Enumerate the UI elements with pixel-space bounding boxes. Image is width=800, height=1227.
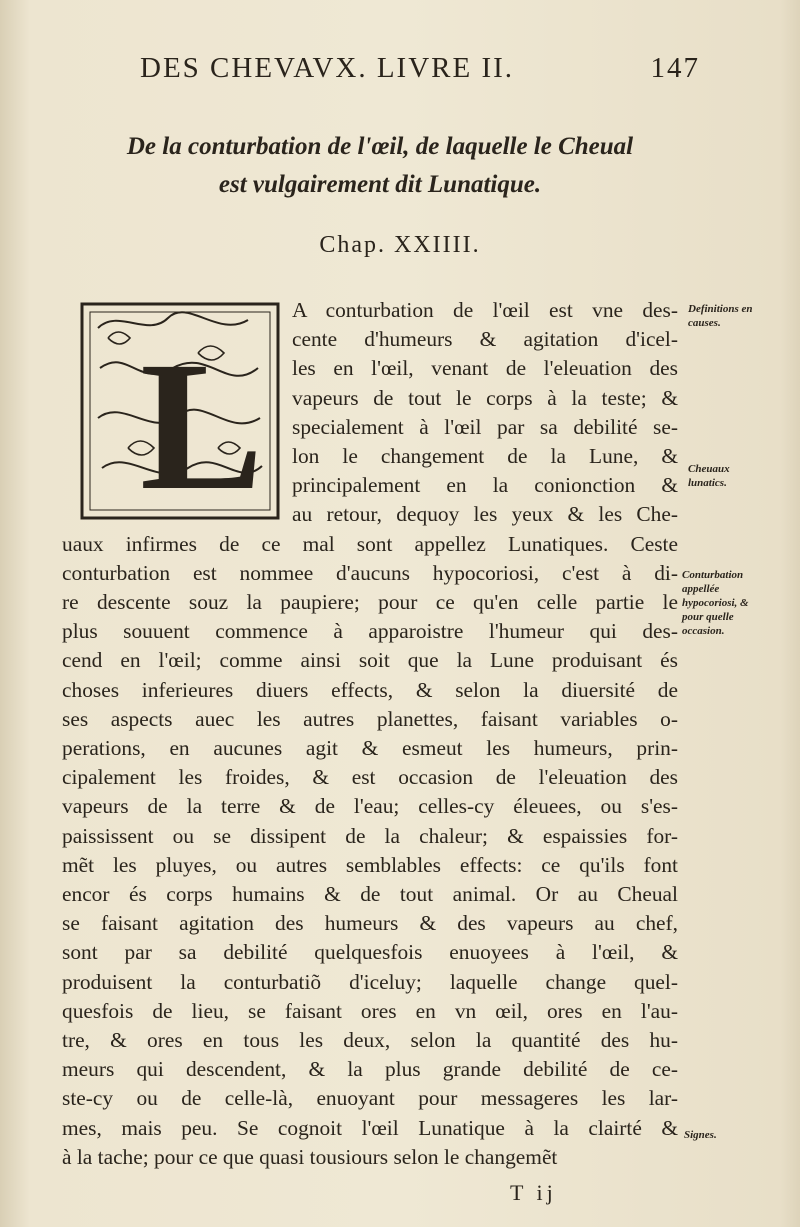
margin-note-signs: Signes. — [684, 1129, 717, 1141]
text-line: mẽt les pluyes, ou autres semblables effects: ce qu'ils font — [62, 852, 678, 877]
chapter-title — [60, 128, 700, 204]
text-line: vapeurs de la terre & de l'eau; celles-cy éleuees, ou s'es- — [62, 794, 678, 819]
text-line: quesfois de lieu, se faisant ores en vn œil, ores en l'au- — [62, 998, 678, 1023]
text-line: vapeurs de tout le corps à la teste; & — [292, 385, 678, 410]
chapter-title-line-1: De la conturbation de l'œil, de laquelle le Cheual — [126, 133, 634, 160]
svg-text:L: L — [140, 324, 264, 525]
body-text — [62, 296, 678, 1172]
text-line: tre, & ores en tous les deux, selon la quantité des hu- — [62, 1028, 678, 1053]
text-line: cend en l'œil; comme ainsi soit que la Lune produisant és — [62, 648, 678, 673]
text-line: sont par sa debilité quelquesfois enuoyees à l'œil, & — [62, 940, 678, 965]
text-line: mes, mais peu. Se cognoit l'œil Lunatique à la clairté & — [62, 1115, 678, 1140]
text-line: ses aspects auec les autres planettes, faisant variables o- — [62, 706, 678, 731]
margin-note-conturbation: Conturbation appellée hypocoriosi, & pour quelle occasion. — [682, 569, 749, 637]
text-line: ste-cy ou de celle-là, enuoyant pour messageres les lar- — [62, 1086, 678, 1111]
running-title: DES CHEVAVX. LIVRE II. — [140, 52, 515, 84]
text-line: meurs qui descendent, & la plus grande debilité de ce- — [62, 1057, 678, 1082]
text-line: specialement à l'œil par sa debilité se- — [292, 414, 678, 439]
chapter-title-line-2: est vulgairement dit Lunatique. — [218, 171, 542, 198]
text-line: re descente souz la paupiere; pour ce qu'en celle partie le — [62, 590, 678, 615]
margin-note-definitions: Definitions en causes. — [688, 303, 753, 329]
text-line: principalement en la conionction & — [292, 473, 678, 498]
text-line: lon le changement de la Lune, & — [292, 444, 678, 469]
text-line: paississent ou se dissipent de la chaleur; & espaissies for- — [62, 823, 678, 848]
running-header — [140, 52, 700, 92]
chapter-number: Chap. XXIIII. — [319, 232, 481, 258]
text-line: plus souuent commence à apparoistre l'humeur qui des- — [62, 619, 678, 644]
text-line: les en l'œil, venant de l'eleuation des — [292, 356, 678, 381]
text-line: se faisant agitation des humeurs & des vapeurs au chef, — [62, 911, 678, 936]
text-line: cipalement les froides, & est occasion de l'eleuation des — [62, 765, 678, 790]
signature-mark: T ij — [510, 1180, 557, 1205]
text-line: encor és corps humains & de tout animal. Or au Cheual — [62, 882, 678, 907]
text-line: conturbation est nommee d'aucuns hypocoriosi, c'est à di- — [62, 560, 678, 585]
text-line: au retour, dequoy les yeux & les Che- — [292, 502, 678, 527]
text-line: A conturbation de l'œil est vne des- — [292, 298, 678, 322]
text-line: produisent la conturbatiõ d'iceluy; laquelle change quel- — [62, 969, 678, 994]
text-line: uaux infirmes de ce mal sont appellez Lunatiques. Ceste — [62, 531, 678, 556]
text-line: choses inferieures diuers effects, & selon la diuersité de — [62, 677, 678, 702]
text-line: à la tache; pour ce que quasi tousiours selon le changemẽt — [62, 1144, 558, 1169]
text-line: cente d'humeurs & agitation d'icel- — [292, 327, 678, 352]
page-number: 147 — [650, 52, 700, 84]
text-line: perations, en aucunes agit & esmeut les humeurs, prin- — [62, 736, 678, 761]
margin-note-lunatics: Cheuaux lunatics. — [688, 463, 730, 489]
